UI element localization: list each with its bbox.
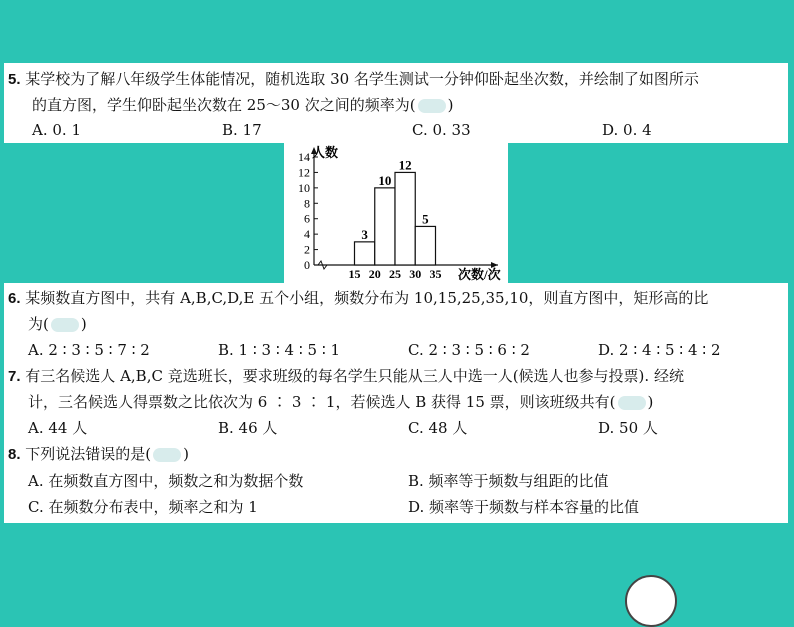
question-text: 下列说法错误的是( — [25, 445, 152, 463]
y-tick-label: 8 — [304, 196, 310, 211]
histogram-bar — [395, 172, 415, 265]
question-7-line2 — [28, 389, 653, 415]
answer-blank[interactable] — [51, 318, 79, 332]
question-text: 计，三名候选人得票数之比依次为 6 ∶ 3 ∶ 1，若候选人 B 获得 15 票，则该班级共有( — [28, 393, 616, 411]
x-tick-label: 35 — [429, 267, 442, 281]
question-5-line2 — [32, 92, 453, 118]
answer-blank[interactable] — [618, 396, 646, 410]
option-a[interactable]: A. 在频数直方图中，频数之和为数据个数 — [28, 472, 304, 490]
option-a[interactable]: A. 0. 1 — [32, 121, 81, 139]
question-number: 7. — [8, 368, 21, 385]
x-tick-label: 25 — [389, 267, 401, 281]
option-b[interactable]: B. 17 — [222, 121, 262, 139]
question-5-panel — [4, 63, 788, 143]
questions-6-8-panel — [4, 283, 788, 523]
question-5-options — [32, 117, 772, 143]
histogram-bar — [415, 226, 435, 265]
option-d[interactable]: D. 频率等于频数与样本容量的比值 — [408, 498, 640, 516]
question-6-line1 — [8, 285, 708, 312]
y-axis-label: 人数 — [312, 145, 339, 160]
question-8-line1 — [8, 441, 189, 468]
option-c[interactable]: C. 2 ∶ 3 ∶ 5 ∶ 6 ∶ 2 — [408, 341, 530, 359]
y-tick-label: 2 — [304, 242, 310, 257]
question-8-options-row2 — [28, 494, 778, 520]
histogram-chart — [284, 143, 508, 283]
question-number: 6. — [8, 290, 21, 307]
option-b[interactable]: B. 频率等于频数与组距的比值 — [408, 472, 609, 490]
option-a[interactable]: A. 2 ∶ 3 ∶ 5 ∶ 7 ∶ 2 — [28, 341, 150, 359]
answer-blank[interactable] — [153, 448, 181, 462]
question-text: 有三名候选人 A,B,C 竞选班长，要求班级的每名学生只能从三人中选一人(候选人也参与投票). 经统 — [25, 367, 684, 385]
histogram-bar — [355, 242, 375, 265]
question-text: 某频数直方图中，共有 A,B,C,D,E 五个小组，频数分布为 10,15,25,35,10，则直方图中，矩形高的比 — [25, 289, 709, 307]
histogram-panel — [284, 143, 508, 283]
y-tick-label: 6 — [304, 211, 310, 226]
question-7-line1 — [8, 363, 684, 390]
option-d[interactable]: D. 50 人 — [598, 419, 658, 437]
question-text: ) — [183, 445, 190, 463]
option-c[interactable]: C. 在频数分布表中，频率之和为 1 — [28, 498, 258, 516]
question-8-options-row1 — [28, 468, 778, 494]
option-a[interactable]: A. 44 人 — [28, 419, 88, 437]
y-tick-label: 10 — [298, 180, 310, 195]
question-6-line2 — [28, 311, 87, 337]
question-text: ) — [647, 393, 654, 411]
answer-blank[interactable] — [418, 99, 446, 113]
question-5-line1 — [8, 66, 699, 93]
bar-value-label: 3 — [361, 226, 368, 242]
question-7-options — [28, 415, 778, 441]
option-b[interactable]: B. 46 人 — [218, 419, 278, 437]
question-text: ) — [447, 96, 454, 114]
option-d[interactable]: D. 0. 4 — [602, 121, 652, 139]
x-tick-label: 15 — [348, 267, 361, 281]
option-c[interactable]: C. 0. 33 — [412, 121, 471, 139]
histogram-bar — [375, 188, 395, 265]
decorative-circle-icon — [625, 575, 677, 627]
question-number: 5. — [8, 71, 21, 88]
option-c[interactable]: C. 48 人 — [408, 419, 468, 437]
question-6-options — [28, 337, 778, 363]
y-tick-label: 12 — [298, 165, 310, 180]
question-text: 为( — [28, 315, 49, 333]
x-axis-label: 次数/次 — [458, 267, 501, 282]
question-text: 某学校为了解八年级学生体能情况，随机选取 30 名学生测试一分钟仰卧起坐次数，并绘制了如图所示 — [25, 70, 699, 88]
question-number: 8. — [8, 446, 21, 463]
option-d[interactable]: D. 2 ∶ 4 ∶ 5 ∶ 4 ∶ 2 — [598, 341, 721, 359]
y-tick-label: 4 — [304, 227, 310, 242]
bar-value-label: 12 — [398, 157, 412, 173]
y-tick-label: 0 — [304, 258, 310, 272]
y-tick-label: 14 — [298, 150, 310, 164]
question-text: ) — [80, 315, 87, 333]
bar-value-label: 10 — [378, 172, 392, 188]
question-text: 的直方图，学生仰卧起坐次数在 25～30 次之间的频率为( — [32, 96, 416, 114]
bar-value-label: 5 — [422, 211, 429, 227]
option-b[interactable]: B. 1 ∶ 3 ∶ 4 ∶ 5 ∶ 1 — [218, 341, 341, 359]
x-tick-label: 20 — [368, 267, 381, 281]
x-tick-label: 30 — [409, 267, 422, 281]
